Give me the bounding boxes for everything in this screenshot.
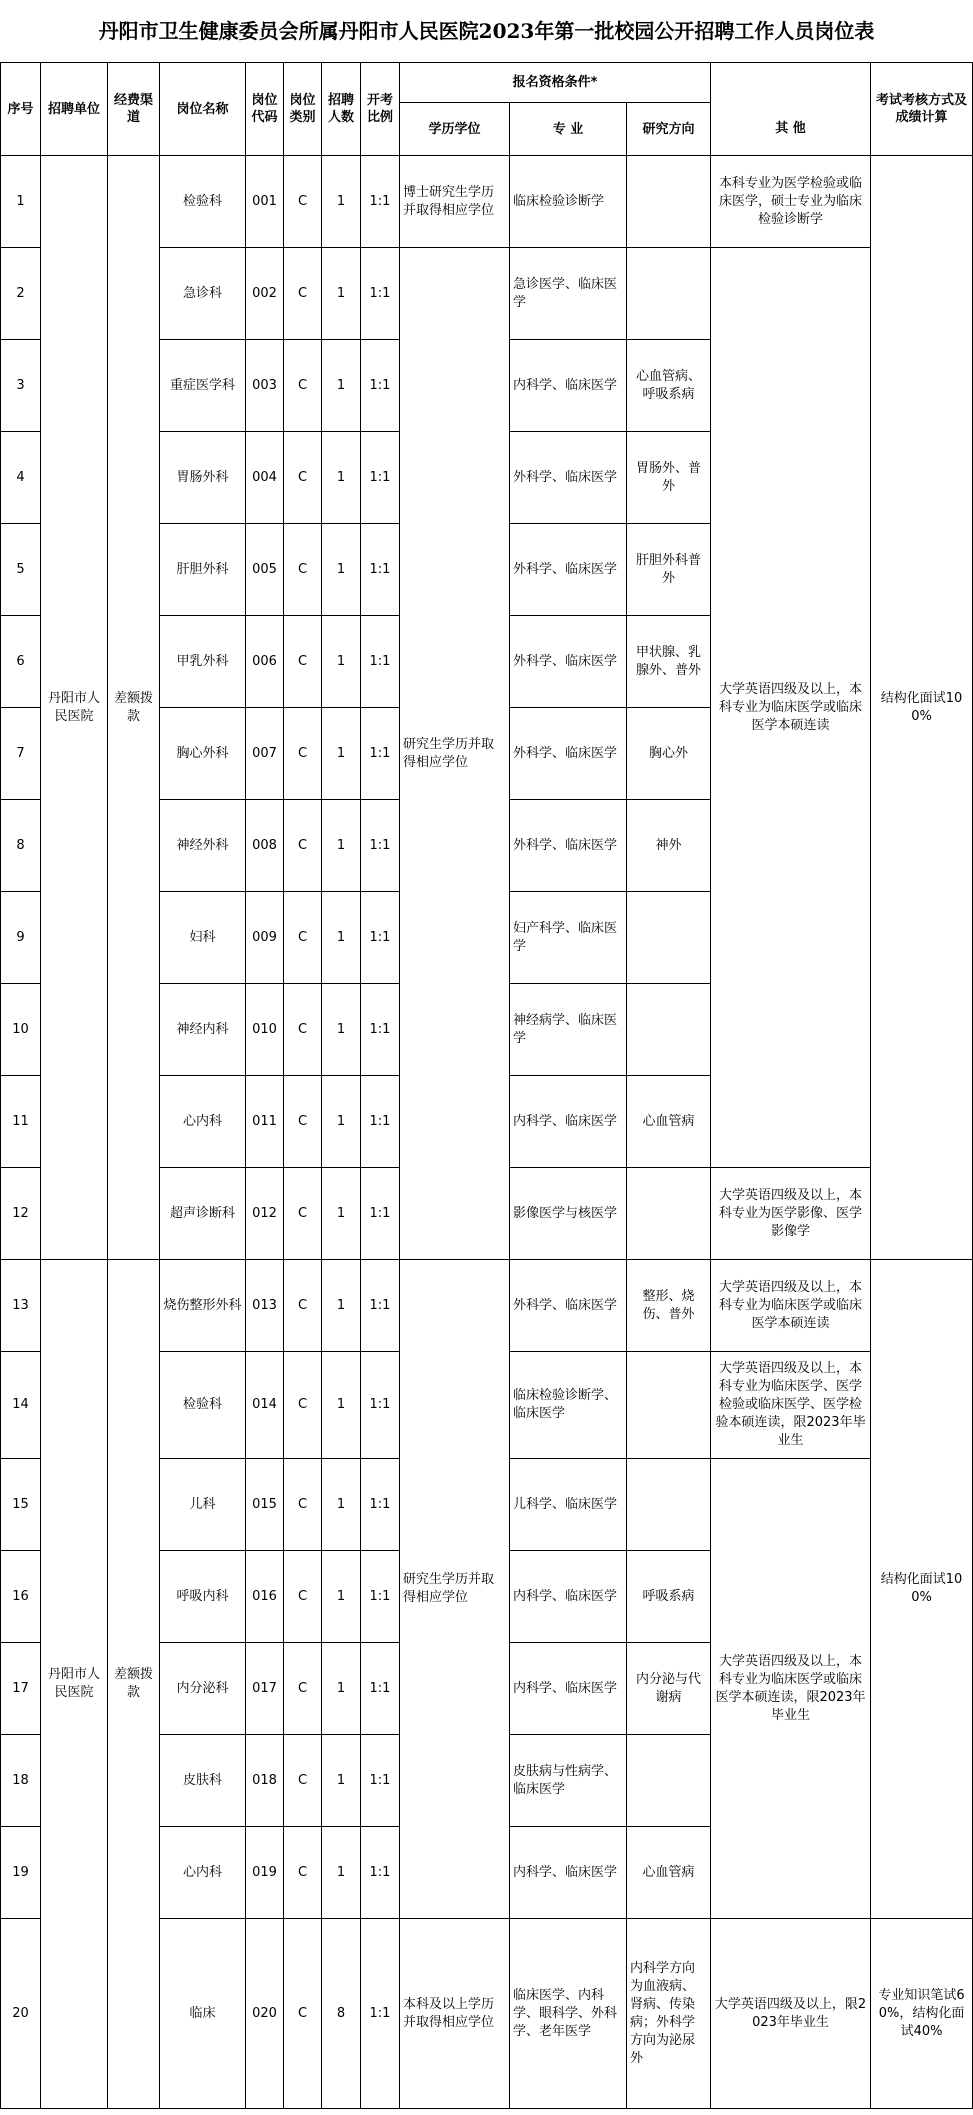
cell-seq: 8 xyxy=(1,800,41,892)
header-seq: 序号 xyxy=(1,63,41,156)
cell-code: 002 xyxy=(246,248,284,340)
cell-type: C xyxy=(284,1643,322,1735)
cell-code: 006 xyxy=(246,616,284,708)
cell-major: 外科学、临床医学 xyxy=(510,708,627,800)
cell-type: C xyxy=(284,432,322,524)
header-unit: 招聘单位 xyxy=(41,63,108,156)
cell-code: 004 xyxy=(246,432,284,524)
cell-research: 心血管病 xyxy=(627,1827,711,1919)
cell-major: 内科学、临床医学 xyxy=(510,1551,627,1643)
cell-code: 008 xyxy=(246,800,284,892)
header-row-1 xyxy=(1,63,973,103)
cell-major: 内科学、临床医学 xyxy=(510,1827,627,1919)
cell-count: 1 xyxy=(322,1827,361,1919)
cell-ratio: 1:1 xyxy=(361,340,400,432)
cell-exam: 专业知识笔试60%，结构化面试40% xyxy=(871,1919,973,2109)
cell-research: 胸心外 xyxy=(627,708,711,800)
cell-code: 011 xyxy=(246,1076,284,1168)
cell-code: 007 xyxy=(246,708,284,800)
cell-type: C xyxy=(284,1260,322,1352)
cell-ratio: 1:1 xyxy=(361,1352,400,1459)
cell-code: 005 xyxy=(246,524,284,616)
cell-code: 015 xyxy=(246,1459,284,1551)
cell-other: 大学英语四级及以上，限2023年毕业生 xyxy=(711,1919,871,2109)
cell-count: 1 xyxy=(322,432,361,524)
cell-type: C xyxy=(284,1735,322,1827)
cell-type: C xyxy=(284,340,322,432)
cell-count: 1 xyxy=(322,892,361,984)
cell-code: 019 xyxy=(246,1827,284,1919)
cell-post: 急诊科 xyxy=(160,248,246,340)
cell-ratio: 1:1 xyxy=(361,800,400,892)
cell-post: 皮肤科 xyxy=(160,1735,246,1827)
cell-seq: 20 xyxy=(1,1919,41,2109)
cell-ratio: 1:1 xyxy=(361,1827,400,1919)
cell-seq: 2 xyxy=(1,248,41,340)
cell-post: 检验科 xyxy=(160,156,246,248)
cell-other: 大学英语四级及以上，本科专业为临床医学或临床医学本硕连读 xyxy=(711,248,871,1168)
cell-type: C xyxy=(284,248,322,340)
cell-post: 心内科 xyxy=(160,1076,246,1168)
header-ratio: 开考比例 xyxy=(361,63,400,156)
cell-funding: 差额拨款 xyxy=(108,156,160,1260)
cell-research: 整形、烧伤、普外 xyxy=(627,1260,711,1352)
header-education: 学历学位 xyxy=(400,103,510,156)
cell-research: 心血管病 xyxy=(627,1076,711,1168)
cell-major: 急诊医学、临床医学 xyxy=(510,248,627,340)
cell-post: 甲乳外科 xyxy=(160,616,246,708)
cell-post: 临床 xyxy=(160,1919,246,2109)
cell-major: 外科学、临床医学 xyxy=(510,616,627,708)
cell-exam: 结构化面试100% xyxy=(871,1260,973,1919)
cell-count: 1 xyxy=(322,1643,361,1735)
cell-major: 临床医学、内科学、眼科学、外科学、老年医学 xyxy=(510,1919,627,2109)
cell-other: 大学英语四级及以上，本科专业为临床医学、医学检验或临床医学、医学检验本硕连读，限2023年毕业生 xyxy=(711,1352,871,1459)
cell-type: C xyxy=(284,1827,322,1919)
cell-seq: 19 xyxy=(1,1827,41,1919)
cell-major: 妇产科学、临床医学 xyxy=(510,892,627,984)
cell-seq: 3 xyxy=(1,340,41,432)
cell-funding: 差额拨款 xyxy=(108,1260,160,2109)
header-conditions: 报名资格条件* xyxy=(400,63,711,103)
cell-post: 重症医学科 xyxy=(160,340,246,432)
cell-post: 儿科 xyxy=(160,1459,246,1551)
cell-major: 临床检验诊断学 xyxy=(510,156,627,248)
cell-type: C xyxy=(284,1168,322,1260)
cell-count: 1 xyxy=(322,1459,361,1551)
cell-type: C xyxy=(284,800,322,892)
cell-research xyxy=(627,248,711,340)
header-post-type: 岗位类别 xyxy=(284,63,322,156)
cell-major: 内科学、临床医学 xyxy=(510,1643,627,1735)
cell-seq: 7 xyxy=(1,708,41,800)
cell-other: 大学英语四级及以上，本科专业为临床医学或临床医学本硕连读，限2023年毕业生 xyxy=(711,1459,871,1919)
cell-count: 1 xyxy=(322,1168,361,1260)
cell-other: 大学英语四级及以上，本科专业为临床医学或临床医学本硕连读 xyxy=(711,1260,871,1352)
cell-research xyxy=(627,1459,711,1551)
cell-research xyxy=(627,1735,711,1827)
cell-ratio: 1:1 xyxy=(361,1260,400,1352)
cell-code: 003 xyxy=(246,340,284,432)
recruitment-table xyxy=(0,62,973,2109)
cell-type: C xyxy=(284,1076,322,1168)
cell-major: 儿科学、临床医学 xyxy=(510,1459,627,1551)
cell-major: 影像医学与核医学 xyxy=(510,1168,627,1260)
cell-ratio: 1:1 xyxy=(361,892,400,984)
cell-seq: 16 xyxy=(1,1551,41,1643)
header-count: 招聘人数 xyxy=(322,63,361,156)
cell-research: 甲状腺、乳腺外、普外 xyxy=(627,616,711,708)
cell-ratio: 1:1 xyxy=(361,1168,400,1260)
cell-ratio: 1:1 xyxy=(361,1735,400,1827)
cell-post: 神经外科 xyxy=(160,800,246,892)
cell-other: 本科专业为医学检验或临床医学，硕士专业为临床检验诊断学 xyxy=(711,156,871,248)
cell-major: 外科学、临床医学 xyxy=(510,432,627,524)
cell-post: 检验科 xyxy=(160,1352,246,1459)
cell-post: 神经内科 xyxy=(160,984,246,1076)
cell-post: 胃肠外科 xyxy=(160,432,246,524)
cell-major: 皮肤病与性病学、临床医学 xyxy=(510,1735,627,1827)
cell-code: 012 xyxy=(246,1168,284,1260)
cell-seq: 12 xyxy=(1,1168,41,1260)
cell-ratio: 1:1 xyxy=(361,432,400,524)
cell-count: 1 xyxy=(322,156,361,248)
header-research: 研究方向 xyxy=(627,103,711,156)
cell-code: 010 xyxy=(246,984,284,1076)
cell-ratio: 1:1 xyxy=(361,1076,400,1168)
header-exam: 考试考核方式及成绩计算 xyxy=(871,63,973,156)
cell-count: 1 xyxy=(322,340,361,432)
cell-count: 1 xyxy=(322,1260,361,1352)
cell-type: C xyxy=(284,1352,322,1459)
cell-seq: 17 xyxy=(1,1643,41,1735)
header-major: 专 业 xyxy=(510,103,627,156)
cell-code: 017 xyxy=(246,1643,284,1735)
cell-seq: 13 xyxy=(1,1260,41,1352)
cell-unit: 丹阳市人民医院 xyxy=(41,156,108,1260)
table-row xyxy=(1,1260,973,1352)
cell-education: 研究生学历并取得相应学位 xyxy=(400,248,510,1260)
cell-type: C xyxy=(284,156,322,248)
cell-ratio: 1:1 xyxy=(361,616,400,708)
cell-count: 1 xyxy=(322,616,361,708)
cell-code: 018 xyxy=(246,1735,284,1827)
cell-type: C xyxy=(284,984,322,1076)
cell-seq: 1 xyxy=(1,156,41,248)
cell-major: 神经病学、临床医学 xyxy=(510,984,627,1076)
cell-code: 009 xyxy=(246,892,284,984)
cell-ratio: 1:1 xyxy=(361,248,400,340)
cell-type: C xyxy=(284,892,322,984)
cell-research xyxy=(627,1352,711,1459)
cell-code: 001 xyxy=(246,156,284,248)
cell-ratio: 1:1 xyxy=(361,156,400,248)
cell-major: 内科学、临床医学 xyxy=(510,1076,627,1168)
cell-post: 妇科 xyxy=(160,892,246,984)
header-other-top xyxy=(711,63,871,103)
cell-seq: 10 xyxy=(1,984,41,1076)
cell-code: 016 xyxy=(246,1551,284,1643)
cell-post: 超声诊断科 xyxy=(160,1168,246,1260)
page-title: 丹阳市卫生健康委员会所属丹阳市人民医院2023年第一批校园公开招聘工作人员岗位表 xyxy=(98,19,875,43)
cell-seq: 15 xyxy=(1,1459,41,1551)
cell-seq: 11 xyxy=(1,1076,41,1168)
cell-research: 神外 xyxy=(627,800,711,892)
cell-count: 1 xyxy=(322,708,361,800)
cell-ratio: 1:1 xyxy=(361,1459,400,1551)
cell-type: C xyxy=(284,1919,322,2109)
cell-type: C xyxy=(284,616,322,708)
header-post-name: 岗位名称 xyxy=(160,63,246,156)
cell-count: 1 xyxy=(322,984,361,1076)
cell-count: 1 xyxy=(322,248,361,340)
cell-major: 外科学、临床医学 xyxy=(510,800,627,892)
cell-count: 1 xyxy=(322,1735,361,1827)
cell-count: 1 xyxy=(322,524,361,616)
cell-research xyxy=(627,156,711,248)
cell-code: 014 xyxy=(246,1352,284,1459)
cell-research: 内分泌与代谢病 xyxy=(627,1643,711,1735)
cell-ratio: 1:1 xyxy=(361,708,400,800)
cell-research xyxy=(627,984,711,1076)
header-post-code: 岗位代码 xyxy=(246,63,284,156)
cell-research: 胃肠外、普外 xyxy=(627,432,711,524)
cell-post: 内分泌科 xyxy=(160,1643,246,1735)
cell-count: 1 xyxy=(322,800,361,892)
cell-post: 胸心外科 xyxy=(160,708,246,800)
cell-code: 020 xyxy=(246,1919,284,2109)
cell-seq: 9 xyxy=(1,892,41,984)
cell-education: 博士研究生学历并取得相应学位 xyxy=(400,156,510,248)
cell-research: 内科学方向为血液病、肾病、传染病；外科学方向为泌尿外 xyxy=(627,1919,711,2109)
cell-unit: 丹阳市人民医院 xyxy=(41,1260,108,2109)
cell-seq: 14 xyxy=(1,1352,41,1459)
header-other: 其 他 xyxy=(711,103,871,156)
cell-ratio: 1:1 xyxy=(361,984,400,1076)
cell-ratio: 1:1 xyxy=(361,1643,400,1735)
cell-research xyxy=(627,892,711,984)
cell-ratio: 1:1 xyxy=(361,1551,400,1643)
cell-major: 外科学、临床医学 xyxy=(510,1260,627,1352)
cell-count: 1 xyxy=(322,1352,361,1459)
cell-other: 大学英语四级及以上，本科专业为医学影像、医学影像学 xyxy=(711,1168,871,1260)
cell-type: C xyxy=(284,708,322,800)
cell-ratio: 1:1 xyxy=(361,524,400,616)
header-funding: 经费渠道 xyxy=(108,63,160,156)
cell-exam: 结构化面试100% xyxy=(871,156,973,1260)
cell-research: 肝胆外科普外 xyxy=(627,524,711,616)
cell-code: 013 xyxy=(246,1260,284,1352)
cell-seq: 6 xyxy=(1,616,41,708)
cell-count: 1 xyxy=(322,1551,361,1643)
cell-education: 本科及以上学历并取得相应学位 xyxy=(400,1919,510,2109)
cell-count: 8 xyxy=(322,1919,361,2109)
cell-type: C xyxy=(284,1459,322,1551)
cell-post: 烧伤整形外科 xyxy=(160,1260,246,1352)
cell-seq: 5 xyxy=(1,524,41,616)
cell-research xyxy=(627,1168,711,1260)
table-row xyxy=(1,156,973,248)
cell-education: 研究生学历并取得相应学位 xyxy=(400,1260,510,1919)
cell-post: 肝胆外科 xyxy=(160,524,246,616)
cell-research: 呼吸系病 xyxy=(627,1551,711,1643)
cell-research: 心血管病、呼吸系病 xyxy=(627,340,711,432)
cell-major: 内科学、临床医学 xyxy=(510,340,627,432)
cell-major: 外科学、临床医学 xyxy=(510,524,627,616)
cell-seq: 18 xyxy=(1,1735,41,1827)
cell-type: C xyxy=(284,1551,322,1643)
cell-post: 呼吸内科 xyxy=(160,1551,246,1643)
cell-count: 1 xyxy=(322,1076,361,1168)
cell-type: C xyxy=(284,524,322,616)
cell-major: 临床检验诊断学、临床医学 xyxy=(510,1352,627,1459)
cell-post: 心内科 xyxy=(160,1827,246,1919)
cell-ratio: 1:1 xyxy=(361,1919,400,2109)
cell-seq: 4 xyxy=(1,432,41,524)
